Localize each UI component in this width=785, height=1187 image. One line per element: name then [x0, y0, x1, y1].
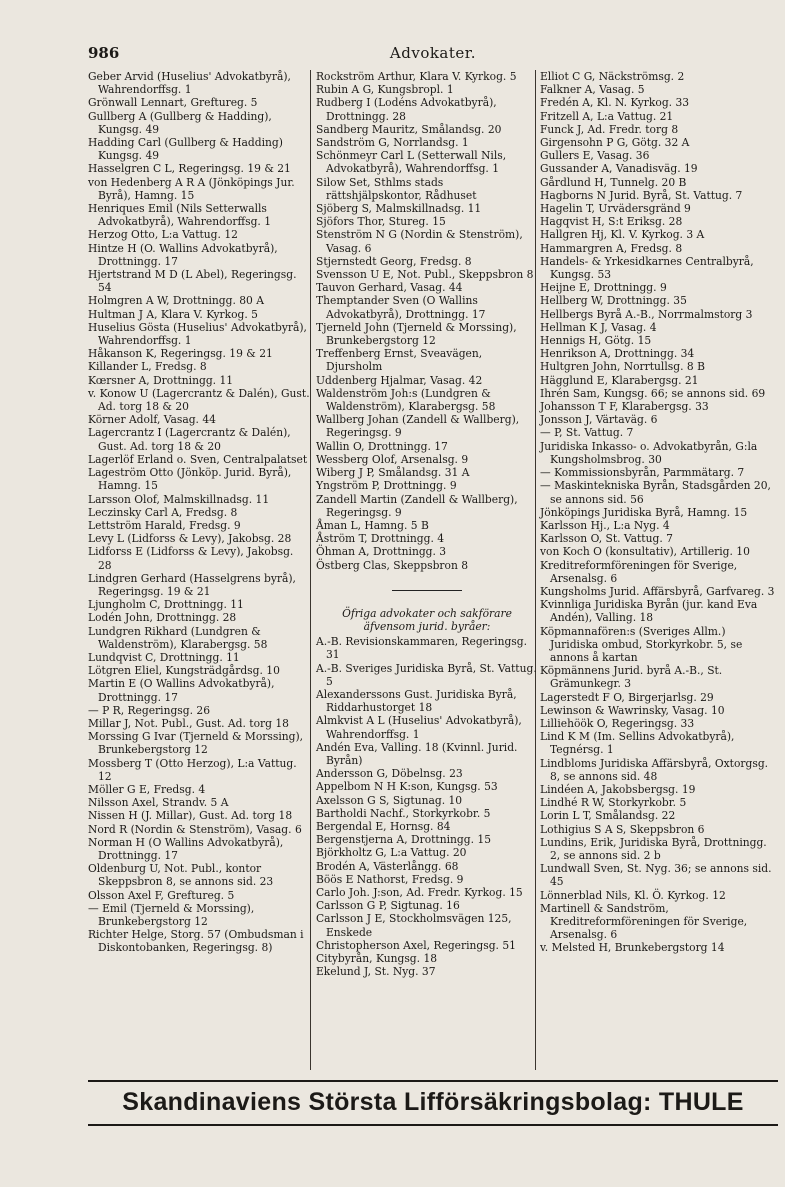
directory-entry: Kreditreformföreningen för Sverige, Arsenalsg. 6 — [540, 558, 738, 585]
directory-entry: A.-B. Sveriges Juridiska Byrå, St. Vattug. 5 — [316, 661, 537, 688]
directory-entry: Ekelund J, St. Nyg. 37 — [316, 965, 436, 979]
directory-entry: — P, St. Vattug. 7 — [540, 426, 634, 440]
directory-entry: Herzog Otto, L:a Vattug. 12 — [88, 228, 238, 242]
directory-entry: Lindhé R W, Storkyrkobr. 5 — [540, 796, 687, 810]
directory-entry: Lewinson & Wawrinsky, Vasag. 10 — [540, 703, 725, 717]
directory-entry: A.-B. Revisionskammaren, Regeringsg. 31 — [316, 635, 528, 662]
advertisement-banner: Skandinaviens Största Lifförsäkringsbolag: THULE — [122, 1088, 744, 1116]
directory-entry: Nissen H (J. Millar), Gust. Ad. torg 18 — [88, 809, 293, 823]
directory-entry: Hultman J A, Klara V. Kyrkog. 5 — [88, 307, 258, 321]
directory-entry: Lageström Otto (Jönköp. Jurid. Byrå), Hamng. 15 — [88, 466, 292, 493]
directory-entry: Levy L (Lidforss & Levy), Jakobsg. 28 — [88, 532, 292, 546]
directory-entry: Tauvon Gerhard, Vasag. 44 — [316, 281, 463, 295]
directory-entry: Bartholdi Nachf., Storkyrkobr. 5 — [316, 806, 491, 820]
column-divider — [310, 70, 311, 1070]
directory-entry: Wessberg Olof, Arsenalsg. 9 — [316, 452, 469, 466]
directory-entry: Wallin O, Drottningg. 17 — [316, 439, 448, 453]
directory-entry: Appelbom N H K:son, Kungsg. 53 — [316, 780, 498, 794]
directory-entry: Lagercrantz I (Lagercrantz & Dalén), Gust. Ad. torg 18 & 20 — [88, 426, 291, 453]
directory-entry: Yngström P, Drottningg. 9 — [316, 479, 457, 493]
directory-entry: Axelsson G S, Sigtunag. 10 — [316, 793, 463, 807]
directory-entry: Ihrén Sam, Kungsg. 66; se annons sid. 69 — [540, 386, 766, 400]
directory-entry: Lidforss E (Lidforss & Levy), Jakobsg. 28 — [88, 545, 294, 572]
directory-entry: Hultgren John, Norrtullsg. 8 B — [540, 360, 705, 374]
directory-entry: Östberg Clas, Skeppsbron 8 — [316, 558, 469, 572]
directory-entry: Karlsson O, St. Vattug. 7 — [540, 532, 673, 546]
directory-entry: Rockström Arthur, Klara V. Kyrkog. 5 — [316, 70, 517, 83]
directory-entry: Ljungholm C, Drottningg. 11 — [88, 598, 244, 612]
directory-entry: Köpmännens Jurid. byrå A.-B., St. Grämunkegr. 3 — [540, 664, 723, 691]
directory-entry: v. Konow U (Lagercrantz & Dalén), Gust. Ad. torg 18 & 20 — [88, 386, 310, 414]
directory-entry: Killander L, Fredsg. 8 — [88, 360, 207, 374]
directory-entry: Nilsson Axel, Strandv. 5 A — [88, 796, 229, 810]
directory-entry: Almkvist A L (Huselius' Advokatbyrå), Wahrendorffsg. 1 — [316, 714, 522, 741]
directory-entry: Treffenberg Ernst, Sveavägen, Djursholm — [316, 347, 483, 374]
directory-entry: Martinell & Sandström, Kreditreformföreningen för Sverige, Arsenalsg. 6 — [540, 901, 748, 942]
directory-entry: Öhman A, Drottningg. 3 — [316, 545, 447, 559]
directory-entry: Tjerneld John (Tjerneld & Morssing), Brunkebergstorg 12 — [316, 320, 517, 348]
directory-entry: Wallberg Johan (Zandell & Wallberg), Regeringsg. 9 — [316, 413, 520, 440]
column-2 — [316, 70, 538, 978]
directory-entry: Hellman K J, Vasag. 4 — [540, 320, 657, 334]
directory-entry: Millar J, Not. Publ., Gust. Ad. torg 18 — [88, 716, 289, 730]
directory-entry: Åman L, Hamng. 5 B — [316, 518, 429, 532]
directory-entry: Sjöfors Thor, Stureg. 15 — [316, 215, 446, 229]
directory-entry: Körner Adolf, Vasag. 44 — [88, 413, 216, 427]
directory-entry: Rubin A G, Kungsbropl. 1 — [316, 83, 454, 97]
directory-entry: Jönköpings Juridiska Byrå, Hamng. 15 — [540, 505, 748, 519]
directory-entry: Fritzell A, L:a Vattug. 21 — [540, 109, 674, 123]
directory-entry: Gullers E, Vasag. 36 — [540, 149, 650, 163]
directory-entry: Sjöberg S, Malmskillnadsg. 11 — [316, 202, 482, 216]
directory-entry: Björkholtz G, L:a Vattug. 20 — [316, 846, 467, 860]
directory-entry: Zandell Martin (Zandell & Wallberg), Regeringsg. 9 — [316, 492, 518, 519]
directory-entry: Henriques Emil (Nils Setterwalls Advokatbyrå), Wahrendorffsg. 1 — [88, 202, 272, 229]
directory-entry: Morssing G Ivar (Tjerneld & Morssing), Brunkebergstorg 12 — [88, 730, 304, 757]
directory-entry: Uddenberg Hjalmar, Vasag. 42 — [316, 373, 483, 387]
directory-entry: Stenström N G (Nordin & Stenström), Vasag. 6 — [316, 228, 523, 255]
directory-entry: Lodén John, Drottningg. 28 — [88, 611, 237, 625]
directory-entry: Geber Arvid (Huselius' Advokatbyrå), Wahrendorffsg. 1 — [88, 70, 291, 97]
directory-entry: Carlsson G P, Sigtunag. 16 — [316, 899, 460, 913]
directory-entry: Lundgren Rikhard (Lundgren & Waldenström), Klarabergsg. 58 — [88, 624, 268, 651]
directory-entry: Norman H (O Wallins Advokatbyrå), Drottningg. 17 — [88, 835, 284, 862]
directory-entry: Karlsson Hj., L:a Nyg. 4 — [540, 518, 670, 532]
directory-entry: Lundqvist C, Drottningg. 11 — [88, 650, 240, 664]
directory-entry: Grönwall Lennart, Greftureg. 5 — [88, 96, 258, 110]
directory-entry: — Kommissionsbyrån, Parmmätarg. 7 — [540, 466, 745, 480]
directory-entry: Carlsson J E, Stockholmsvägen 125, Enskede — [316, 912, 512, 939]
directory-entry: Henrikson A, Drottningg. 34 — [540, 347, 695, 361]
directory-entry: Bergenstjerna A, Drottningg. 15 — [316, 833, 491, 847]
directory-entry: Andersson G, Döbelnsg. 23 — [316, 767, 463, 781]
column-1 — [88, 70, 310, 955]
directory-entry: Hallgren Hj, Kl. V. Kyrkog. 3 A — [540, 228, 705, 242]
directory-entry: Köpmannafören:s (Sveriges Allm.) Juridiska ombud, Storkyrkobr. 5, se annons å kartan — [540, 624, 743, 664]
directory-entry: Hasselgren C L, Regeringsg. 19 & 21 — [88, 162, 291, 176]
directory-entry: Lundwall Sven, St. Nyg. 36; se annons sid. 45 — [540, 862, 772, 889]
directory-entry: Carlo Joh. J:son, Ad. Fredr. Kyrkog. 15 — [316, 885, 523, 899]
directory-entry: Elliot C G, Näckströmsg. 2 — [540, 70, 685, 83]
page-number: 986 — [88, 44, 120, 62]
page-title: Advokater. — [389, 44, 477, 62]
directory-entry: Girgensohn P G, Götg. 32 A — [540, 136, 690, 150]
directory-entry: Martin E (O Wallins Advokatbyrå), Drottningg. 17 — [88, 677, 275, 704]
directory-entry: Leczinsky Carl A, Fredsg. 8 — [88, 505, 238, 519]
directory-entry: Oldenburg U, Not. Publ., kontor Skeppsbron 8, se annons sid. 23 — [88, 862, 274, 889]
directory-entry: Alexanderssons Gust. Juridiska Byrå, Riddarhustorget 18 — [316, 687, 517, 715]
directory-entry: Lindéen A, Jakobsbergsg. 19 — [540, 782, 696, 796]
directory-entry: Lothigius S A S, Skeppsbron 6 — [540, 822, 705, 836]
directory-entry: Lindbloms Juridiska Affärsbyrå, Oxtorgsg. 8, se annons sid. 48 — [540, 756, 769, 783]
directory-entry: Jonsson J, Värtaväg. 6 — [540, 413, 658, 427]
directory-entry: Mossberg T (Otto Herzog), L:a Vattug. 12 — [88, 756, 297, 783]
directory-entry: von Koch O (konsultativ), Artillerig. 10 — [540, 545, 750, 559]
directory-entry: Kvinnliga Juridiska Byrån (jur. kand Eva Andén), Valling. 18 — [540, 598, 758, 625]
directory-entry: Heijne E, Drottningg. 9 — [540, 281, 667, 295]
directory-entry: Lind K M (Im. Sellins Advokatbyrå), Tegnérsg. 1 — [540, 730, 735, 757]
directory-entry: Bergendal E, Hornsg. 84 — [316, 819, 451, 833]
directory-entry: Stjernstedt Georg, Fredsg. 8 — [316, 254, 472, 268]
directory-entry: Hagelin T, Urvädersgränd 9 — [540, 202, 691, 216]
directory-entry: Olsson Axel F, Greftureg. 5 — [88, 888, 235, 902]
directory-entry: Larsson Olof, Malmskillnadsg. 11 — [88, 492, 270, 506]
directory-entry: Nord R (Nordin & Stenström), Vasag. 6 — [88, 822, 302, 836]
directory-entry: Lorin L T, Smålandsg. 22 — [540, 809, 676, 823]
directory-entry: Lagerstedt F O, Birgerjarlsg. 29 — [540, 690, 714, 704]
directory-entry: Böös E Nathorst, Fredsg. 9 — [316, 872, 464, 886]
directory-entry: Möller G E, Fredsg. 4 — [88, 782, 206, 796]
directory-entry: Kœrsner A, Drottningg. 11 — [88, 373, 234, 387]
directory-entry: Juridiska Inkasso- o. Advokatbyrån, G:la Kungsholmsbrog. 30 — [540, 439, 758, 466]
directory-entry: — Emil (Tjerneld & Morssing), Brunkebergstorg 12 — [88, 901, 255, 928]
directory-entry: Silow Set, Sthlms stads rättshjälpskontor, Rådhuset — [316, 175, 477, 202]
directory-entry: Sandberg Mauritz, Smålandsg. 20 — [316, 122, 502, 136]
directory-entry: Gullberg A (Gullberg & Hadding), Kungsg. 49 — [88, 109, 272, 136]
directory-entry: Schönmeyr Carl L (Setterwall Nils, Advokatbyrå), Wahrendorffsg. 1 — [316, 149, 507, 176]
directory-entry: Johansson T F, Klarabergsg. 33 — [540, 400, 709, 414]
directory-entry: Lilliehöök O, Regeringsg. 33 — [540, 716, 695, 730]
directory-entry: Hägglund E, Klarabergsg. 21 — [540, 373, 699, 387]
directory-entry: Svensson U E, Not. Publ., Skeppsbron 8 — [316, 268, 534, 282]
directory-entry: Lönnerblad Nils, Kl. Ö. Kyrkog. 12 — [540, 888, 726, 902]
directory-entry: Hellbergs Byrå A.-B., Norrmalmstorg 3 — [540, 307, 753, 321]
directory-entry: Hadding Carl (Gullberg & Hadding) Kungsg. 49 — [88, 136, 283, 163]
directory-entry: von Hedenberg A R A (Jönköpings Jur. Byrå), Hamng. 15 — [88, 175, 295, 202]
directory-entry: Wiberg J P, Smålandsg. 31 A — [316, 466, 470, 480]
ad-rule-top — [88, 1080, 778, 1082]
directory-entry: Funck J, Ad. Fredr. torg 8 — [540, 122, 679, 136]
directory-entry: Lötgren Eliel, Kungsträdgårdsg. 10 — [88, 664, 280, 678]
ad-rule-bottom — [88, 1124, 778, 1126]
directory-entry: Richter Helge, Storg. 57 (Ombudsman i Diskontobanken, Regeringsg. 8) — [88, 928, 304, 955]
directory-entry: — Maskintekniska Byrån, Stadsgården 20, se annons sid. 56 — [540, 479, 771, 506]
directory-entry: Rudberg I (Lodéns Advokatbyrå), Drottningg. 28 — [316, 96, 497, 123]
directory-entry: — P R, Regeringsg. 26 — [88, 703, 211, 717]
section-separator — [392, 590, 462, 591]
directory-entry: Lettström Harald, Fredsg. 9 — [88, 518, 241, 532]
directory-entry: Fredén A, Kl. N. Kyrkog. 33 — [540, 96, 690, 110]
directory-entry: Andén Eva, Valling. 18 (Kvinnl. Jurid. Byrån) — [316, 740, 518, 767]
directory-entry: Hammargren A, Fredsg. 8 — [540, 241, 683, 255]
directory-entry: Handels- & Yrkesidkarnes Centralbyrå, Kungsg. 53 — [540, 254, 754, 282]
directory-entry: Holmgren A W, Drottningg. 80 A — [88, 294, 264, 308]
directory-entry: Themptander Sven (O Wallins Advokatbyrå), Drottningg. 17 — [316, 294, 486, 321]
directory-entry: Brodén A, Västerlångg. 68 — [316, 859, 459, 873]
directory-entry: Lindgren Gerhard (Hasselgrens byrå), Regeringsg. 19 & 21 — [88, 571, 296, 598]
directory-entry: Hintze H (O. Wallins Advokatbyrå), Drottningg. 17 — [88, 241, 278, 268]
directory-entry: Hennigs H, Götg. 15 — [540, 334, 652, 348]
directory-entry: Hellberg W, Drottningg. 35 — [540, 294, 687, 308]
directory-entry: Hjertstrand M D (L Abel), Regeringsg. 54 — [88, 268, 297, 295]
directory-entry: Lundins, Erik, Juridiska Byrå, Drottningg. 2, se annons sid. 2 b — [540, 835, 767, 862]
directory-entry: Waldenström Joh:s (Lundgren & Waldenström), Klarabergsg. 58 — [316, 386, 496, 414]
directory-entry: Sandström G, Norrlandsg. 1 — [316, 136, 469, 150]
column-3 — [540, 70, 776, 955]
directory-entry: Huselius Gösta (Huselius' Advokatbyrå), Wahrendorffsg. 1 — [88, 320, 307, 348]
section-subheading: Öfriga advokater och sakförare äfvensom jurid. byråer: — [342, 606, 512, 633]
directory-entry: Lagerlöf Erland o. Sven, Centralpalatset — [88, 452, 308, 466]
directory-entry: Christopherson Axel, Regeringsg. 51 — [316, 938, 516, 952]
directory-entry: Åström T, Drottningg. 4 — [316, 532, 445, 546]
page-header — [88, 44, 778, 66]
directory-entry: Kungsholms Jurid. Affärsbyrå, Garfvareg. 3 — [540, 584, 775, 598]
directory-entry: Hagborns N Jurid. Byrå, St. Vattug. 7 — [540, 188, 743, 202]
directory-entry: Falkner A, Vasag. 5 — [540, 83, 645, 97]
directory-entry: Hagqvist H, S:t Eriksg. 28 — [540, 215, 683, 229]
directory-entry: Gårdlund H, Tunnelg. 20 B — [540, 175, 687, 189]
directory-entry: v. Melsted H, Brunkebergstorg 14 — [540, 941, 725, 955]
directory-entry: Citybyrån, Kungsg. 18 — [316, 952, 438, 965]
directory-entry: Håkanson K, Regeringsg. 19 & 21 — [88, 347, 273, 361]
directory-entry: Gussander A, Vanadisväg. 19 — [540, 162, 698, 176]
